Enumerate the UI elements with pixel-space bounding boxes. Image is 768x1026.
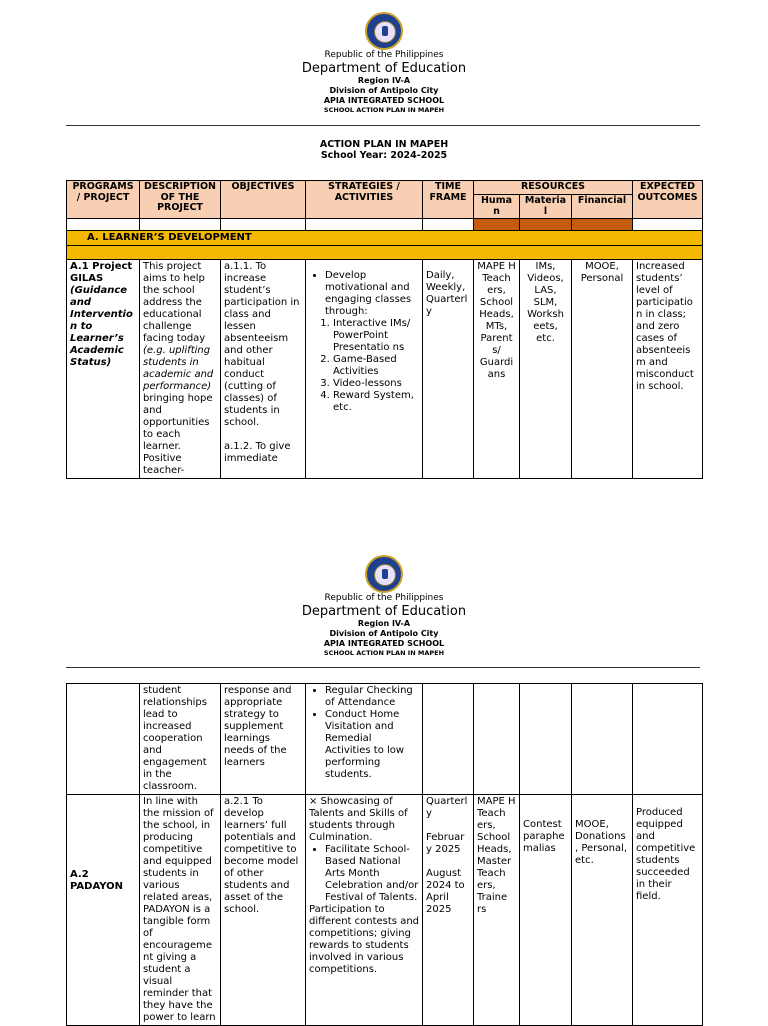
region-label: Region IV-A xyxy=(357,76,411,85)
a1-strategy-item: 1. Interactive IMs/ PowerPoint Presentatio ns xyxy=(333,318,419,354)
deped-seal-icon xyxy=(365,12,403,50)
col-strategies: STRATEGIES / ACTIVITIES xyxy=(306,181,423,219)
region-label: Region IV-A xyxy=(357,619,411,628)
col-description: DESCRIPTION OF THE PROJECT xyxy=(140,181,221,219)
a1-description: This project aims to help the school address the educational challenge facing today (e.g. uplifting students in academic and performance) bringing hope and opportunities to each learner. Positive teacher- xyxy=(140,260,221,479)
a1-human: MAPE H Teach ers, School Heads, MTs, Parent s/ Guardi ans xyxy=(474,260,520,479)
doc-title: ACTION PLAN IN MAPEH xyxy=(319,139,449,150)
col-time-frame: TIME FRAME xyxy=(423,181,474,219)
action-plan-table xyxy=(66,180,703,479)
plan-label: SCHOOL ACTION PLAN IN MAPEH xyxy=(323,649,445,657)
school-label: APIA INTEGRATED SCHOOL xyxy=(323,96,445,105)
a2-objectives: a.2.1 To develop learners’ full potentials and competitive to become model of other students and asset of the school. xyxy=(221,795,306,1026)
page2-header xyxy=(0,555,768,658)
col-human: Huma n xyxy=(474,195,520,219)
deped-seal-icon xyxy=(365,555,403,593)
a1-time-frame: Daily, Weekly, Quarterl y xyxy=(423,260,474,479)
a1-objectives-cont: response and appropriate strategy to supplement learnings needs of the learners xyxy=(221,684,306,795)
a2-program: A.2 PADAYON xyxy=(67,795,140,1026)
school-label: APIA INTEGRATED SCHOOL xyxy=(323,639,445,648)
plan-label: SCHOOL ACTION PLAN IN MAPEH xyxy=(323,106,445,114)
a2-description: In line with the mission of the school, in producing competitive and equipped students in various related areas, PADAYON is a tangible form of encourageme nt giving a student a visual reminder that they have the power to learn xyxy=(140,795,221,1026)
col-resources: RESOURCES xyxy=(474,181,633,195)
a1-strategy-item: 2. Game-Based Activities xyxy=(333,354,419,378)
a1-objectives: a.1.1. To increase student’s participation in class and lessen absenteeism and other habitual conduct (cutting of classes) of students in school. a.1.2. To give immediate xyxy=(221,260,306,479)
department-label: Department of Education xyxy=(301,604,467,619)
a2-time-frame: Quarterl y Februar y 2025 August 2024 to April 2025 xyxy=(423,795,474,1026)
page1-header xyxy=(0,12,768,115)
a1-program: A.1 Project GILAS (Guidance and Interventio n to Learner’s Academic Status) xyxy=(67,260,140,479)
header-rule xyxy=(66,667,700,668)
a1-strategy-item: 4. Reward System, etc. xyxy=(333,390,419,414)
a1-description-cont: student relationships lead to increased cooperation and engagement in the classroom. xyxy=(140,684,221,795)
action-plan-table-continued xyxy=(66,683,703,1026)
header-rule xyxy=(66,125,700,126)
col-financial: Financial xyxy=(572,195,633,219)
col-material: Materia l xyxy=(520,195,572,219)
a2-material: Contest paraphe malias xyxy=(520,795,572,1026)
a2-human: MAPE H Teach ers, School Heads, Master Teach ers, Traine rs xyxy=(474,795,520,1026)
a2-strategies: × Showcasing of Talents and Skills of students through Culmination. • Facilitate School-Based National Arts Month Celebration and/or Festival of Talents. Participation to different contests and competitions; giving rewards to students involved in various competitions. xyxy=(306,795,423,1026)
division-label: Division of Antipolo City xyxy=(329,629,439,638)
a1-financial: MOOE, Personal xyxy=(572,260,633,479)
a2-financial: MOOE, Donations , Personal, etc. xyxy=(572,795,633,1026)
a1-strategy-item: 3. Video-lessons xyxy=(333,378,419,390)
republic-label: Republic of the Philippines xyxy=(324,50,444,60)
school-year: School Year: 2024-2025 xyxy=(320,150,448,161)
a1-strategy-item: • Conduct Home Visitation and Remedial Activities to low performing students. xyxy=(325,709,419,781)
department-label: Department of Education xyxy=(301,61,467,76)
a1-material: IMs, Videos, LAS, SLM, Worksh eets, etc. xyxy=(520,260,572,479)
republic-label: Republic of the Philippines xyxy=(324,593,444,603)
a1-strategies: • Develop motivational and engaging classes through: 1. Interactive IMs/ PowerPoint Presentatio ns 2. Game-Based Activities 3. Video-lessons 4. Reward System, etc. xyxy=(306,260,423,479)
a1-strategy-item: • Regular Checking of Attendance xyxy=(325,685,419,709)
a1-outcome: Increased students’ level of participatio n in class; and zero cases of absenteeis m and misconduct in school. xyxy=(633,260,703,479)
division-label: Division of Antipolo City xyxy=(329,86,439,95)
col-objectives: OBJECTIVES xyxy=(221,181,306,219)
section-learners-development: A. LEARNER’S DEVELOPMENT xyxy=(67,231,703,246)
col-expected: EXPECTED OUTCOMES xyxy=(633,181,703,219)
col-programs: PROGRAMS / PROJECT xyxy=(67,181,140,219)
a2-outcome: Produced equipped and competitive students succeeded in their field. xyxy=(633,795,703,1026)
a1-strategies-cont xyxy=(306,684,423,795)
